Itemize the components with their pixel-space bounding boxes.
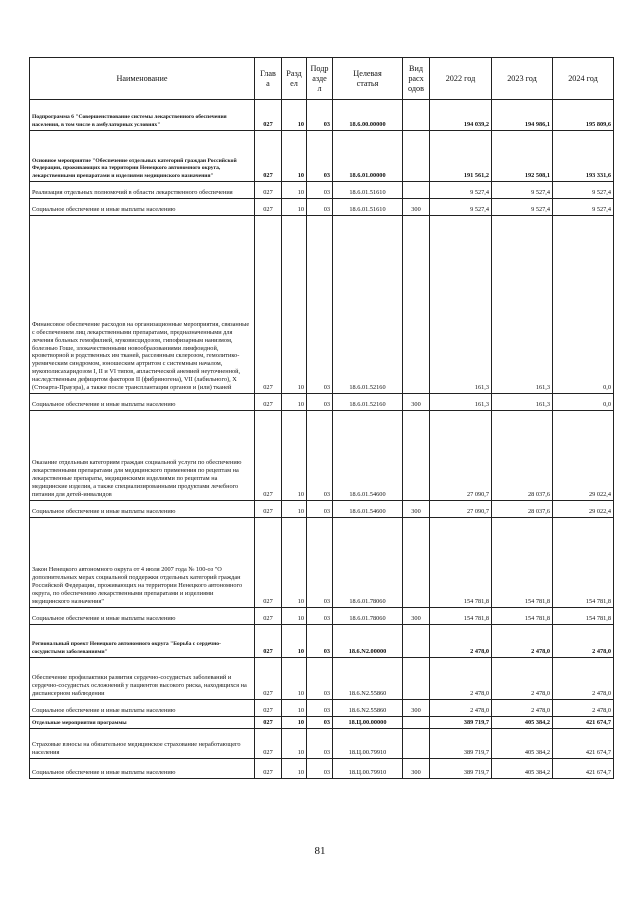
cell-glava: 027 (255, 625, 282, 658)
cell-2022: 154 781,8 (430, 608, 492, 625)
cell-glava: 027 (255, 100, 282, 131)
cell-glava: 027 (255, 608, 282, 625)
cell-razdel: 10 (282, 199, 307, 216)
cell-vid (403, 518, 430, 608)
page-number: 81 (314, 845, 326, 857)
cell-razdel: 10 (282, 131, 307, 182)
cell-podrazdel: 03 (307, 759, 333, 779)
cell-glava: 027 (255, 717, 282, 729)
cell-stat: 18.Ц.00.79910 (333, 729, 403, 759)
cell-podrazdel: 03 (307, 394, 333, 411)
cell-name: Отдельные мероприятия программы (30, 717, 255, 729)
cell-stat: 18.6.00.00000 (333, 100, 403, 131)
header-glava: Глав а (255, 58, 282, 100)
cell-stat: 18.6.N2.55860 (333, 700, 403, 717)
cell-2022: 161,3 (430, 394, 492, 411)
header-vid: Вид расх одов (403, 58, 430, 100)
cell-glava: 027 (255, 394, 282, 411)
cell-glava: 027 (255, 759, 282, 779)
cell-glava: 027 (255, 501, 282, 518)
cell-2024: 154 781,8 (553, 608, 614, 625)
cell-razdel: 10 (282, 759, 307, 779)
cell-2022: 9 527,4 (430, 199, 492, 216)
cell-stat: 18.6.01.52160 (333, 394, 403, 411)
cell-2024: 9 527,4 (553, 199, 614, 216)
cell-stat: 18.Ц.00.00000 (333, 717, 403, 729)
cell-2023: 405 384,2 (492, 717, 553, 729)
cell-2024: 0,0 (553, 394, 614, 411)
cell-razdel: 10 (282, 394, 307, 411)
cell-name: Обеспечение профилактики развития сердечно-сосудистых заболеваний и сердечно-сосудистых осложнений у пациентов высокого риска, находящихся на диспансерном наблюдении (30, 658, 255, 700)
cell-vid: 300 (403, 394, 430, 411)
cell-razdel: 10 (282, 717, 307, 729)
cell-glava: 027 (255, 518, 282, 608)
cell-vid (403, 100, 430, 131)
cell-2023: 405 384,2 (492, 759, 553, 779)
cell-glava: 027 (255, 729, 282, 759)
cell-vid: 300 (403, 199, 430, 216)
table-row (30, 100, 614, 131)
table-row (30, 717, 614, 729)
header-razdel: Разд ел (282, 58, 307, 100)
cell-2022: 27 090,7 (430, 411, 492, 501)
cell-2024: 154 781,8 (553, 518, 614, 608)
cell-2022: 389 719,7 (430, 717, 492, 729)
header-2024: 2024 год (553, 58, 614, 100)
budget-table (29, 57, 614, 779)
cell-razdel: 10 (282, 729, 307, 759)
cell-stat: 18.6.01.54600 (333, 501, 403, 518)
cell-glava: 027 (255, 700, 282, 717)
cell-podrazdel: 03 (307, 658, 333, 700)
cell-name: Финансовое обеспечение расходов на организационные мероприятия, связанные с обеспечением лиц лекарственными препаратами, предназначенными для лечения больных гемофилией, муковисцидозом, гипофизарным нанизмом, болезнью Гоше, злокачественными новообразованиями лимфоидной, кроветворной и родственных им тканей, рассеянным склерозом, гемолитико-уремическим синдромом, юношеским артритом с системным началом, мукополисахаридозом I, II и VI типов, апластической анемией неуточненной, наследственным дефицитом факторов II (фибриногена), VII (лабильного), X (Стюарта-Прауэра), а также после трансплантации органов и (или) тканей (30, 216, 255, 394)
cell-glava: 027 (255, 216, 282, 394)
table-row (30, 182, 614, 199)
cell-vid (403, 625, 430, 658)
cell-2023: 2 478,0 (492, 658, 553, 700)
cell-2022: 9 527,4 (430, 182, 492, 199)
cell-2022: 194 039,2 (430, 100, 492, 131)
cell-2023: 2 478,0 (492, 700, 553, 717)
cell-name: Основное мероприятие "Обеспечение отдельных категорий граждан Российской Федерации, проживающих на территории Ненецкого автономного округа, лекарственными препаратами и изделиями медицинского назначения" (30, 131, 255, 182)
cell-name: Социальное обеспечение и иные выплаты населению (30, 608, 255, 625)
cell-2024: 9 527,4 (553, 182, 614, 199)
table-body (30, 100, 614, 779)
table-row (30, 700, 614, 717)
cell-glava: 027 (255, 658, 282, 700)
cell-2022: 2 478,0 (430, 625, 492, 658)
cell-stat: 18.6.N2.55860 (333, 658, 403, 700)
cell-name: Подпрограмма 6 "Совершенствование системы лекарственного обеспечения населения, в том числе в амбулаторных условиях" (30, 100, 255, 131)
cell-2023: 154 781,8 (492, 608, 553, 625)
table-row (30, 501, 614, 518)
cell-name: Социальное обеспечение и иные выплаты населению (30, 501, 255, 518)
cell-name: Оказание отдельным категориям граждан социальной услуги по обеспечению лекарственными препаратами для медицинского применения по рецептам на лекарственные препараты, медицинскими изделиями по рецептам на медицинские изделия, а также специализированными продуктами лечебного питания для детей-инвалидов (30, 411, 255, 501)
cell-razdel: 10 (282, 700, 307, 717)
cell-podrazdel: 03 (307, 717, 333, 729)
cell-razdel: 10 (282, 501, 307, 518)
cell-vid (403, 658, 430, 700)
cell-podrazdel: 03 (307, 729, 333, 759)
cell-2024: 29 022,4 (553, 411, 614, 501)
cell-2022: 154 781,8 (430, 518, 492, 608)
cell-stat: 18.6.01.51610 (333, 199, 403, 216)
cell-razdel: 10 (282, 658, 307, 700)
cell-podrazdel: 03 (307, 216, 333, 394)
cell-2023: 2 478,0 (492, 625, 553, 658)
header-2023: 2023 год (492, 58, 553, 100)
cell-stat: 18.6.01.00000 (333, 131, 403, 182)
cell-stat: 18.6.01.78060 (333, 608, 403, 625)
cell-2022: 27 090,7 (430, 501, 492, 518)
cell-stat: 18.6.01.52160 (333, 216, 403, 394)
cell-2023: 154 781,8 (492, 518, 553, 608)
cell-podrazdel: 03 (307, 100, 333, 131)
cell-name: Страховые взносы на обязательное медицинское страхование неработающего населения (30, 729, 255, 759)
cell-podrazdel: 03 (307, 411, 333, 501)
cell-2024: 2 478,0 (553, 700, 614, 717)
cell-2023: 28 037,6 (492, 411, 553, 501)
header-stat: Целевая статья (333, 58, 403, 100)
cell-2022: 389 719,7 (430, 759, 492, 779)
cell-2023: 9 527,4 (492, 182, 553, 199)
cell-glava: 027 (255, 199, 282, 216)
cell-2024: 195 809,6 (553, 100, 614, 131)
cell-2024: 421 674,7 (553, 759, 614, 779)
cell-name: Социальное обеспечение и иные выплаты населению (30, 394, 255, 411)
table-row (30, 658, 614, 700)
cell-vid (403, 216, 430, 394)
table-header-row (30, 58, 614, 100)
cell-razdel: 10 (282, 100, 307, 131)
cell-vid (403, 411, 430, 501)
cell-vid (403, 717, 430, 729)
table-row (30, 729, 614, 759)
cell-2022: 161,3 (430, 216, 492, 394)
cell-vid: 300 (403, 501, 430, 518)
cell-razdel: 10 (282, 608, 307, 625)
table-row (30, 625, 614, 658)
cell-name: Закон Ненецкого автономного округа от 4 июля 2007 года № 100-оз "О дополнительных мерах социальной поддержки отдельных категорий граждан Российской Федерации, проживающих на территории Ненецкого автономного округа, по обеспечению лекарственными препаратами и изделиями медицинского назначения" (30, 518, 255, 608)
header-2022: 2022 год (430, 58, 492, 100)
cell-stat: 18.6.01.51610 (333, 182, 403, 199)
cell-name: Социальное обеспечение и иные выплаты населению (30, 199, 255, 216)
cell-name: Социальное обеспечение и иные выплаты населению (30, 759, 255, 779)
cell-razdel: 10 (282, 625, 307, 658)
cell-glava: 027 (255, 131, 282, 182)
header-name: Наименование (30, 58, 255, 100)
cell-2023: 9 527,4 (492, 199, 553, 216)
cell-vid: 300 (403, 700, 430, 717)
cell-2023: 192 508,1 (492, 131, 553, 182)
cell-2024: 29 022,4 (553, 501, 614, 518)
cell-name: Социальное обеспечение и иные выплаты населению (30, 700, 255, 717)
cell-2023: 161,3 (492, 216, 553, 394)
cell-glava: 027 (255, 182, 282, 199)
cell-glava: 027 (255, 411, 282, 501)
cell-2024: 421 674,7 (553, 717, 614, 729)
cell-stat: 18.6.N2.00000 (333, 625, 403, 658)
cell-podrazdel: 03 (307, 182, 333, 199)
cell-razdel: 10 (282, 216, 307, 394)
cell-2024: 421 674,7 (553, 729, 614, 759)
table-row (30, 216, 614, 394)
cell-razdel: 10 (282, 518, 307, 608)
cell-2024: 2 478,0 (553, 625, 614, 658)
cell-name: Реализация отдельных полномочий в области лекарственного обеспечения (30, 182, 255, 199)
cell-razdel: 10 (282, 411, 307, 501)
cell-podrazdel: 03 (307, 608, 333, 625)
cell-2022: 191 561,2 (430, 131, 492, 182)
cell-name: Региональный проект Ненецкого автономного округа "Борьба с сердечно-сосудистыми заболеваниями" (30, 625, 255, 658)
header-podrazdel: Подр азде л (307, 58, 333, 100)
table-row (30, 608, 614, 625)
cell-vid: 300 (403, 608, 430, 625)
table-row (30, 394, 614, 411)
cell-vid (403, 131, 430, 182)
cell-2024: 0,0 (553, 216, 614, 394)
cell-2022: 2 478,0 (430, 700, 492, 717)
cell-2023: 161,3 (492, 394, 553, 411)
cell-2022: 389 719,7 (430, 729, 492, 759)
cell-2023: 405 384,2 (492, 729, 553, 759)
cell-razdel: 10 (282, 182, 307, 199)
table-row (30, 199, 614, 216)
table-row (30, 411, 614, 501)
cell-vid (403, 182, 430, 199)
cell-stat: 18.6.01.78060 (333, 518, 403, 608)
cell-podrazdel: 03 (307, 199, 333, 216)
cell-2023: 28 037,6 (492, 501, 553, 518)
cell-podrazdel: 03 (307, 700, 333, 717)
cell-podrazdel: 03 (307, 501, 333, 518)
cell-vid: 300 (403, 759, 430, 779)
table-row (30, 759, 614, 779)
cell-podrazdel: 03 (307, 518, 333, 608)
table-row (30, 518, 614, 608)
budget-table-container (29, 57, 613, 779)
cell-2023: 194 986,1 (492, 100, 553, 131)
cell-2024: 193 331,6 (553, 131, 614, 182)
cell-podrazdel: 03 (307, 625, 333, 658)
cell-stat: 18.6.01.54600 (333, 411, 403, 501)
cell-2024: 2 478,0 (553, 658, 614, 700)
cell-vid (403, 729, 430, 759)
cell-stat: 18.Ц.00.79910 (333, 759, 403, 779)
table-row (30, 131, 614, 182)
cell-podrazdel: 03 (307, 131, 333, 182)
cell-2022: 2 478,0 (430, 658, 492, 700)
